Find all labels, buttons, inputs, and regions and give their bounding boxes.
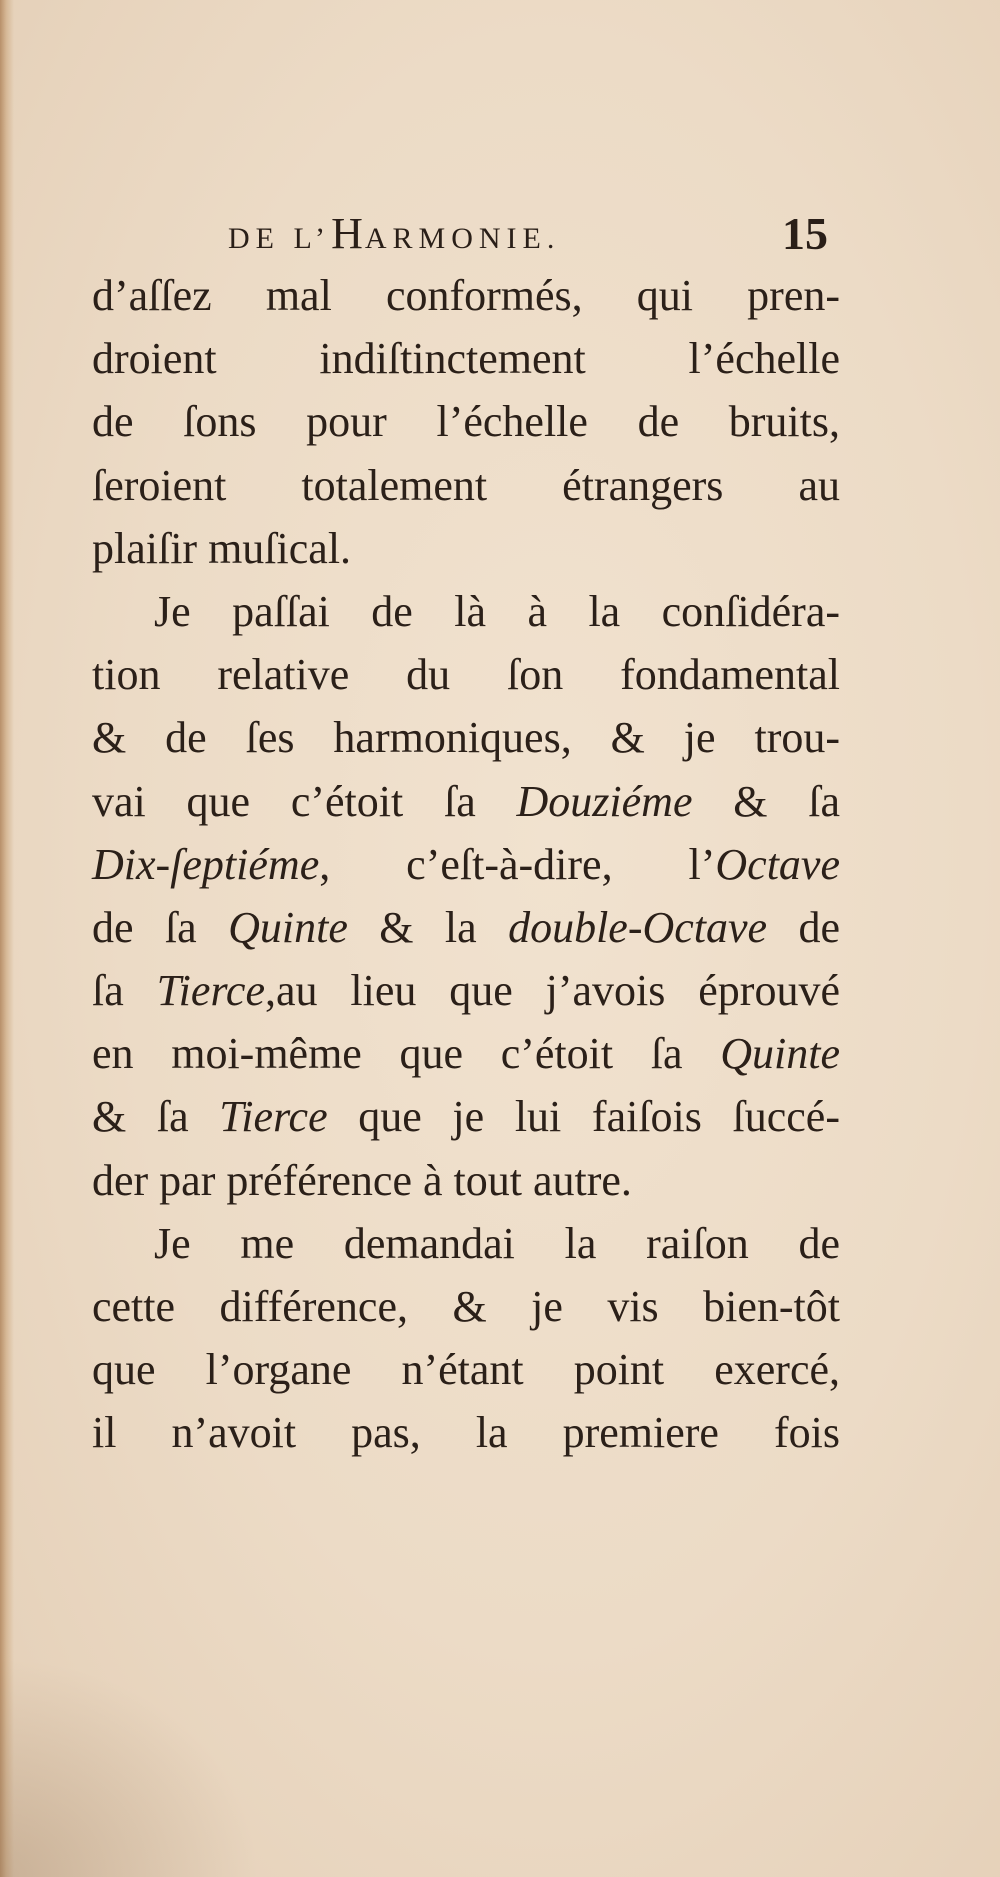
- text-line: [92, 643, 840, 706]
- text-line: [92, 264, 840, 327]
- text-run: en moi-même que c’étoit ſa: [92, 1029, 721, 1079]
- italic-text: Octave: [715, 839, 840, 889]
- text-line: [92, 580, 840, 643]
- text-line: [92, 1338, 840, 1401]
- text-line: [92, 1022, 840, 1085]
- text-line: [92, 327, 840, 390]
- text-run: ſa: [92, 966, 157, 1016]
- text-line: [92, 454, 840, 517]
- text-line: [92, 1275, 840, 1338]
- text-run: que l’organe n’étant point exercé,: [92, 1345, 840, 1395]
- text-line: [92, 896, 840, 959]
- page-number: 15: [782, 208, 828, 259]
- text-run: que je lui faiſois ſuccé-: [327, 1092, 840, 1142]
- text-line: [92, 1149, 840, 1212]
- italic-text: Quinte: [720, 1029, 840, 1079]
- text-run: & ſa: [92, 1092, 220, 1142]
- text-line: [92, 517, 840, 580]
- text-run: il n’avoit pas, la premiere fois: [92, 1408, 840, 1458]
- text-run: ſeroient totalement étrangers au: [92, 460, 840, 510]
- text-run: tion relative du ſon fondamental: [92, 650, 840, 700]
- text-run: de: [767, 902, 840, 952]
- text-run: d’aſſez mal conformés, qui pren-: [92, 271, 840, 320]
- page-stain: [0, 1657, 260, 1877]
- text-run: plaiſir muſical.: [92, 523, 352, 573]
- text-run: vai que c’étoit ſa: [92, 776, 517, 826]
- running-title: [228, 206, 560, 267]
- text-line: [92, 959, 840, 1022]
- text-run: Je me demandai la raiſon de: [154, 1218, 840, 1268]
- text-line: [92, 1401, 840, 1464]
- italic-text: Quinte: [228, 902, 348, 952]
- body-text: [92, 264, 840, 1465]
- text-run: & de ſes harmoniques, & je trou-: [92, 713, 840, 763]
- text-line: [92, 390, 840, 453]
- text-run: cette différence, & je vis bien-tôt: [92, 1282, 840, 1331]
- text-line: [92, 706, 840, 769]
- running-title-capital: H: [331, 209, 365, 258]
- text-line: [92, 1085, 840, 1148]
- text-run: de ſons pour l’échelle de bruits,: [92, 397, 840, 447]
- running-title-rest: ARMONIE.: [364, 222, 561, 255]
- italic-text: double-Octave: [508, 902, 768, 952]
- text-line: [92, 833, 840, 896]
- italic-text: Douziéme: [516, 776, 693, 826]
- text-run: der par préférence à tout autre.: [92, 1155, 632, 1205]
- text-line: [92, 770, 840, 833]
- text-run: droient indiſtinctement l’échelle: [92, 334, 840, 384]
- italic-text: Tierce: [219, 1092, 328, 1142]
- italic-text: Tierce: [156, 966, 265, 1016]
- text-run: de ſa: [92, 902, 229, 952]
- text-run: , c’eſt-à-dire, l’: [319, 839, 716, 889]
- text-run: Je paſſai de là à la conſidéra-: [154, 586, 840, 636]
- page-header: [0, 206, 1000, 262]
- italic-text: Dix-ſeptiéme: [92, 839, 320, 889]
- running-title-prefix: DE L’: [228, 222, 332, 255]
- text-run: & ſa: [692, 776, 841, 826]
- text-run: & la: [347, 902, 509, 952]
- text-run: ,au lieu que j’avois éprouvé: [265, 966, 840, 1016]
- text-line: [92, 1212, 840, 1275]
- page-gutter: [0, 0, 14, 1877]
